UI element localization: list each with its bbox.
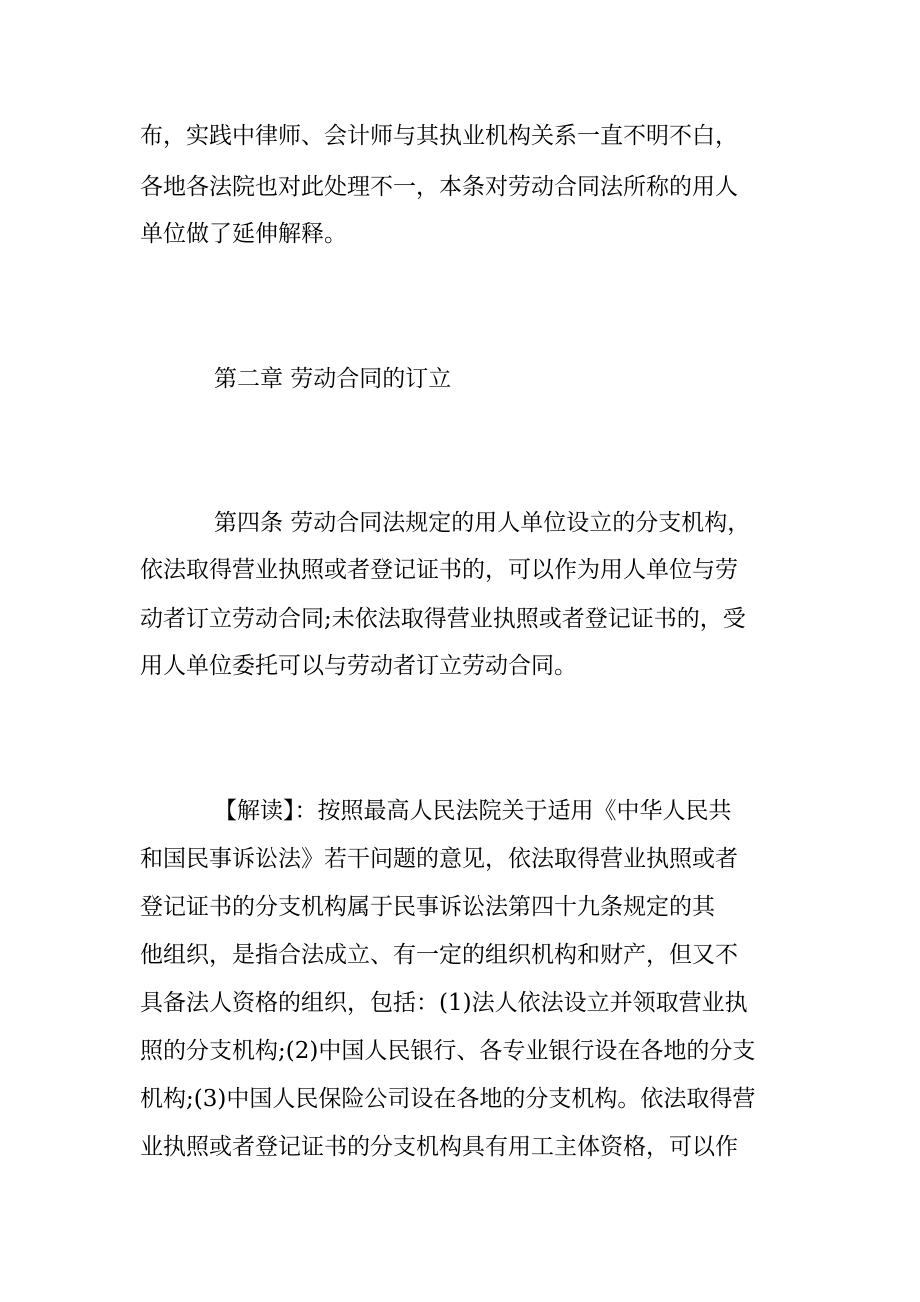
interpretation-line: 业执照或者登记证书的分支机构具有用工主体资格，可以作 [140,1134,738,1160]
interpretation-line: 照的分支机构;(2)中国人民银行、各专业银行设在各地的分支 [140,1038,756,1064]
article-line: 动者订立劳动合同;未依法取得营业执照或者登记证书的，受 [140,606,746,632]
paragraph-line: 各地各法院也对此处理不一，本条对劳动合同法所称的用人 [140,174,738,200]
article-line: 用人单位委托可以与劳动者订立劳动合同。 [140,653,577,679]
interpretation-line: 具备法人资格的组织，包括：(1)法人依法设立并领取营业执 [140,990,748,1016]
chapter-heading: 第二章 劳动合同的订立 [214,366,452,392]
article-line: 第四条 劳动合同法规定的用人单位设立的分支机构， [214,510,751,536]
interpretation-line: 登记证书的分支机构属于民事诉讼法第四十九条规定的其 [140,894,715,920]
interpretation-line: 【解读】：按照最高人民法院关于适用《中华人民共 [214,798,732,824]
interpretation-line: 机构;(3)中国人民保险公司设在各地的分支机构。依法取得营 [140,1086,756,1112]
article-line: 依法取得营业执照或者登记证书的，可以作为用人单位与劳 [140,557,738,583]
interpretation-line: 和国民事诉讼法》若干问题的意见，依法取得营业执照或者 [140,846,738,872]
paragraph-line: 单位做了延伸解释。 [140,221,347,247]
paragraph-line: 布，实践中律师、会计师与其执业机构关系一直不明不白， [140,123,738,149]
interpretation-line: 他组织，是指合法成立、有一定的组织机构和财产，但又不 [140,942,738,968]
